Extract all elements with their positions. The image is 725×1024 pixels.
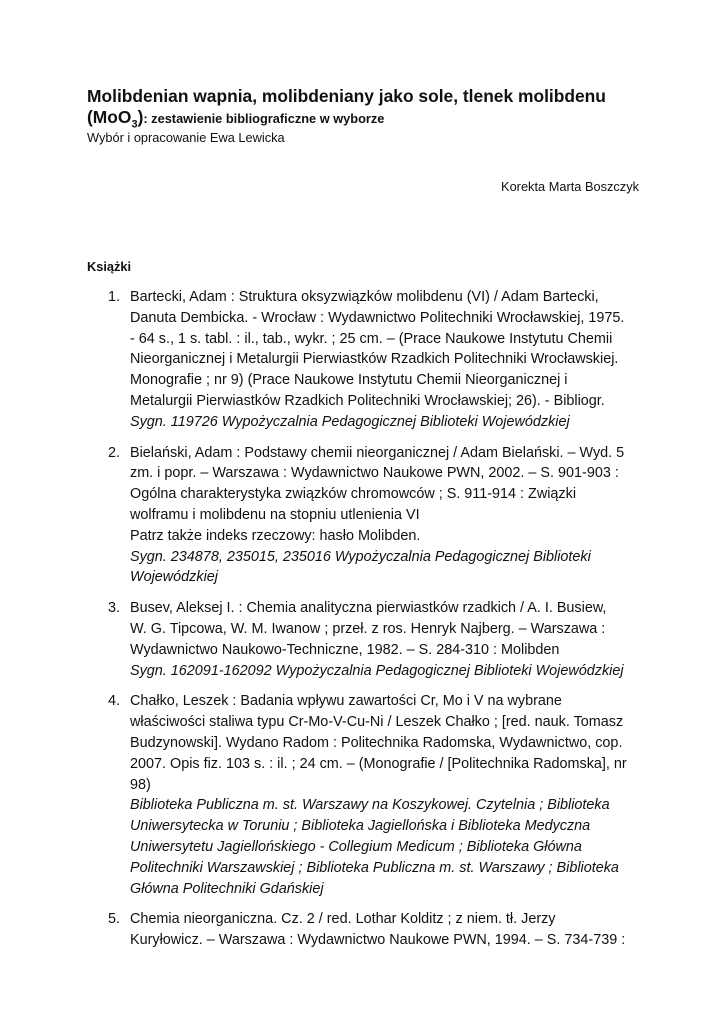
entry-text-line: Chemia nieorganiczna. Cz. 2 / red. Lothar Kolditz ; z niem. tł. Jerzy [130,911,556,928]
entry-text-line: wolframu i molibdenu na stopniu utlenienia VI [130,506,420,523]
bibliography-entry [0,691,650,899]
title-formula-close: ) [137,107,144,127]
bibliography-entry [0,443,650,589]
author-line: Wybór i opracowanie Ewa Lewicka [87,130,285,145]
title-formula-open: (MoO [87,107,132,127]
title-formula-subscript: 3 [131,118,138,131]
entry-text-line: W. G. Tipcowa, W. M. Iwanow ; przeł. z ros. Henryk Najberg. – Warszawa : [130,620,606,637]
entry-location-line: Sygn. 234878, 235015, 235016 Wypożyczalnia Pedagogicznej Biblioteki [130,548,591,565]
entry-location-line: Sygn. 162091-162092 Wypożyczalnia Pedagogicznej Biblioteki Wojewódzkiej [130,662,624,679]
entry-text-line: Patrz także indeks rzeczowy: hasło Molibden. [130,527,421,544]
entry-text-line: Danuta Dembicka. - Wrocław : Wydawnictwo Politechniki Wrocławskiej, 1975. [130,309,625,326]
entry-location-line: Sygn. 119726 Wypożyczalnia Pedagogicznej Biblioteki Wojewódzkiej [130,413,570,430]
entry-location-line: Biblioteka Publiczna m. st. Warszawy na Koszykowej. Czytelnia ; Biblioteka [130,797,610,814]
entry-location-line: Wojewódzkiej [130,569,218,586]
bibliography-entry [0,909,650,951]
entry-number: 3. [108,600,121,617]
entry-text-line: 2007. Opis fiz. 103 s. : il. ; 24 cm. – (Monografie / [Politechnika Radomska], nr [130,755,627,772]
entry-text-line: Nieorganicznej i Metalurgii Pierwiastków Rzadkich Politechniki Wrocławskiej. [130,351,619,368]
bibliography-list [0,287,725,961]
document-title [87,86,647,135]
entry-text-line: Chałko, Leszek : Badania wpływu zawartości Cr, Mo i V na wybrane [130,693,562,710]
section-heading-books: Książki [87,259,132,274]
entry-number: 2. [108,444,121,461]
entry-location-line: Uniwersytecka w Toruniu ; Biblioteka Jagiellońska i Biblioteka Medyczna [130,818,591,835]
entry-text-line: Monografie ; nr 9) (Prace Naukowe Instytutu Chemii Nieorganicznej i [130,372,568,389]
entry-text-line: 98) [130,776,151,793]
entry-text-line: - 64 s., 1 s. tabl. : il., tab., wykr. ; 25 cm. – (Prace Naukowe Instytutu Chemii [130,330,613,347]
entry-text-line: Budzynowski]. Wydano Radom : Politechnika Radomska, Wydawnictwo, cop. [130,734,623,751]
title-subtitle: : zestawienie bibliograficzne w wyborze [143,111,385,126]
corrector-line: Korekta Marta Boszczyk [501,179,639,194]
entry-text-line: Kuryłowicz. – Warszawa : Wydawnictwo Naukowe PWN, 1994. – S. 734-739 : [130,932,626,949]
entry-number: 1. [108,289,121,305]
entry-number: 4. [108,693,121,710]
entry-location-line: Główna Politechniki Gdańskiej [130,880,324,897]
entry-location-line: Politechniki Warszawskiej ; Biblioteka Publiczna m. st. Warszawy ; Biblioteka [130,859,619,876]
entry-text-line: Busev, Aleksej I. : Chemia analityczna pierwiastków rzadkich / A. I. Busiew, [130,600,607,617]
entry-text-line: Ogólna charakterystyka związków chromowców ; S. 911-914 : Związki [130,486,577,503]
bibliography-entry [0,598,650,681]
entry-text-line: Bielański, Adam : Podstawy chemii nieorganicznej / Adam Bielański. – Wyd. 5 [130,444,625,461]
entry-location-line: Uniwersytetu Jagiellońskiego - Collegium Medicum ; Biblioteka Główna [130,838,582,855]
entry-text-line: Wydawnictwo Naukowo-Techniczne, 1982. – S. 284-310 : Molibden [130,641,560,658]
title-main: Molibdenian wapnia, molibdeniany jako sole, tlenek molibdenu [87,86,606,106]
entry-text-line: właściwości staliwa typu Cr-Mo-V-Cu-Ni / Leszek Chałko ; [red. nauk. Tomasz [130,714,624,731]
bibliography-entry [0,287,650,433]
entry-text-line: Metalurgii Pierwiastków Rzadkich Politechniki Wrocławskiej; 26). - Bibliogr. [130,392,605,409]
entry-number: 5. [108,911,121,928]
entry-text-line: Bartecki, Adam : Struktura oksyzwiązków molibdenu (VI) / Adam Bartecki, [130,289,599,305]
entry-text-line: zm. i popr. – Warszawa : Wydawnictwo Naukowe PWN, 2002. – S. 901-903 : [130,465,619,482]
